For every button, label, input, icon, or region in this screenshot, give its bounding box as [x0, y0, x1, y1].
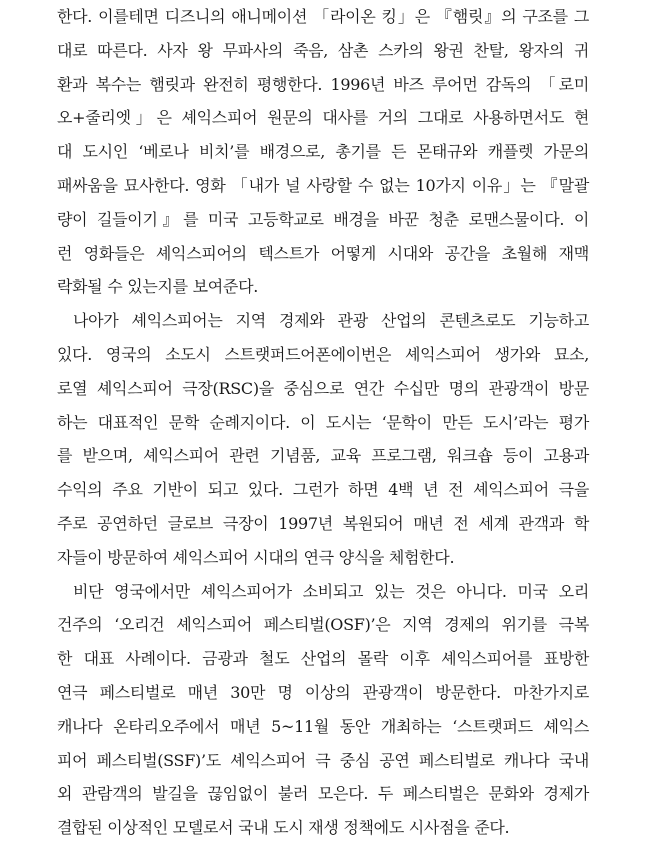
text-line: 외 관람객의 발길을 끊임없이 불러 모은다. 두 페스티벌은 문화와 경제가 — [57, 784, 589, 804]
text-line: 한 대표 사례이다. 금광과 철도 산업의 몰락 이후 셰익스피어를 표방한 — [57, 649, 589, 669]
text-line: 한다. 이를테면 디즈니의 애니메이션 「라이온 킹」은 『햄릿』의 구조를 그 — [57, 7, 589, 26]
text-line: 있다. 영국의 소도시 스트랫퍼드어폰에이번은 셰익스피어 생가와 묘소, — [57, 345, 589, 364]
text-line: 대로 따른다. 사자 왕 무파사의 죽음, 삼촌 스카의 왕권 찬탈, 왕자의 귀 — [57, 40, 589, 60]
text-line: 하는 대표적인 문학 순례지이다. 이 도시는 ‘문학이 만든 도시’라는 평가 — [57, 412, 589, 432]
text-line: 로열 셰익스피어 극장(RSC)을 중심으로 연간 수십만 명의 관광객이 방문 — [57, 378, 589, 398]
text-line: 를 받으며, 셰익스피어 관련 기념품, 교육 프로그램, 워크숍 등이 고용과 — [57, 446, 589, 466]
text-line: 결합된 이상적인 모델로서 국내 도시 재생 정책에도 시사점을 준다. — [57, 818, 510, 838]
text-line: 자들이 방문하여 셰익스피어 시대의 연극 양식을 체험한다. — [57, 547, 455, 567]
text-line: 오+줄리엣」은 셰익스피어 원문의 대사를 거의 그대로 사용하면서도 현 — [57, 108, 589, 128]
text-line: 수익의 주요 기반이 되고 있다. 그런가 하면 4백 년 전 셰익스피어 극을 — [57, 480, 589, 500]
text-line: 캐나다 온타리오주에서 매년 5~11월 동안 개최하는 ‘스트랫퍼드 셰익스 — [57, 716, 589, 736]
text-line: 량이 길들이기』를 미국 고등학교로 배경을 바꾼 청춘 로맨스물이다. 이 — [57, 209, 589, 229]
text-line: 연극 페스티벌로 매년 30만 명 이상의 관광객이 방문한다. 마찬가지로 — [57, 683, 589, 702]
text-line: 피어 페스티벌(SSF)’도 셰익스피어 극 중심 공연 페스티벌로 캐나다 국내 — [57, 750, 589, 770]
text-line: 비단 영국에서만 셰익스피어가 소비되고 있는 것은 아니다. 미국 오리 — [73, 581, 589, 601]
text-line: 대 도시인 ‘베로나 비치’를 배경으로, 총기를 든 몬태규와 캐플렛 가문의 — [57, 142, 589, 162]
text-line: 환과 복수는 햄릿과 완전히 평행한다. 1996년 바즈 루어먼 감독의 「로미 — [57, 74, 589, 94]
text-line: 런 영화들은 셰익스피어의 텍스트가 어떻게 시대와 공간을 초월해 재맥 — [57, 243, 589, 263]
text-line: 패싸움을 묘사한다. 영화 「내가 널 사랑할 수 없는 10가지 이유」는 『말괄 — [57, 176, 589, 195]
text-line: 주로 공연하던 글로브 극장이 1997년 복원되어 매년 전 세계 관객과 학 — [57, 514, 589, 533]
text-line: 락화될 수 있는지를 보여준다. — [57, 277, 259, 297]
text-line: 나아가 셰익스피어는 지역 경제와 관광 산업의 콘텐츠로도 기능하고 — [73, 311, 589, 331]
text-line: 건주의 ‘오리건 셰익스피어 페스티벌(OSF)’은 지역 경제의 위기를 극복 — [57, 615, 589, 635]
